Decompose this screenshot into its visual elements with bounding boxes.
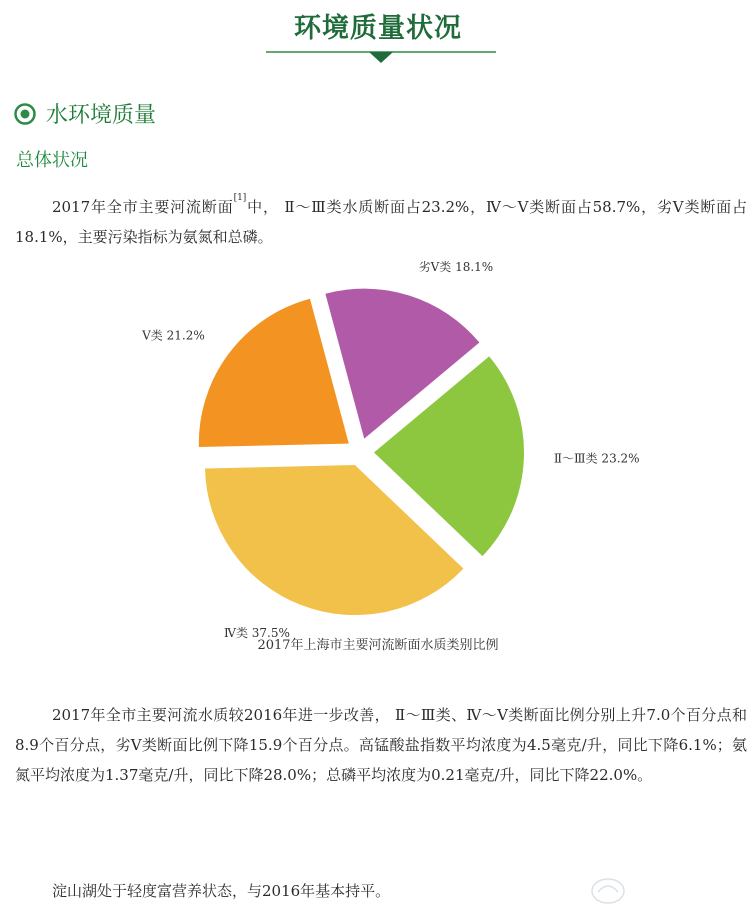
pie-slice-label: Ⅴ类 21.2% bbox=[142, 328, 205, 343]
section-heading bbox=[14, 98, 156, 129]
paragraph-text: 中， Ⅱ～Ⅲ类水质断面占23.2%，Ⅳ～Ⅴ类断面占58.7%，劣Ⅴ类断面占18.1%，主要污染指标为氨氮和总磷。 bbox=[15, 198, 747, 246]
paragraph-improvement: 2017年全市主要河流水质较2016年进一步改善， Ⅱ～Ⅲ类、Ⅳ～Ⅴ类断面比例分别上升7.0个百分点和8.9个百分点，劣Ⅴ类断面比例下降15.9个百分点。高锰酸盐指数平均浓度为4.5毫克/升，同比下降6.1%；氨氮平均浓度为1.37毫克/升，同比下降28.0%；总磷平均浓度为0.21毫克/升，同比下降22.0%。 bbox=[15, 706, 747, 784]
subsection-title: 总体状况 bbox=[16, 150, 88, 171]
pie-slice-label: 劣Ⅴ类 18.1% bbox=[418, 260, 494, 275]
paragraph-text: 2017年全市主要河流断面 bbox=[52, 198, 234, 216]
section-title: 水环境质量 bbox=[46, 103, 157, 128]
title-underline bbox=[266, 50, 496, 66]
chart-title: 2017年上海市主要河流断面水质类别比例 bbox=[257, 638, 499, 653]
page-title: 环境质量状况 bbox=[294, 13, 462, 44]
footnote-marker[interactable]: [1] bbox=[233, 193, 247, 203]
pie-slice bbox=[199, 299, 349, 447]
paragraph-overview bbox=[15, 192, 747, 252]
pie-chart bbox=[0, 260, 756, 640]
pie-slice-label: Ⅳ类 37.5% bbox=[223, 625, 290, 640]
paragraph-lake: 淀山湖处于轻度富营养状态，与2016年基本持平。 bbox=[52, 882, 391, 900]
pie-slice-label: Ⅱ～Ⅲ类 23.2% bbox=[553, 451, 640, 466]
target-icon bbox=[14, 103, 36, 125]
watermark-logo bbox=[588, 874, 628, 908]
